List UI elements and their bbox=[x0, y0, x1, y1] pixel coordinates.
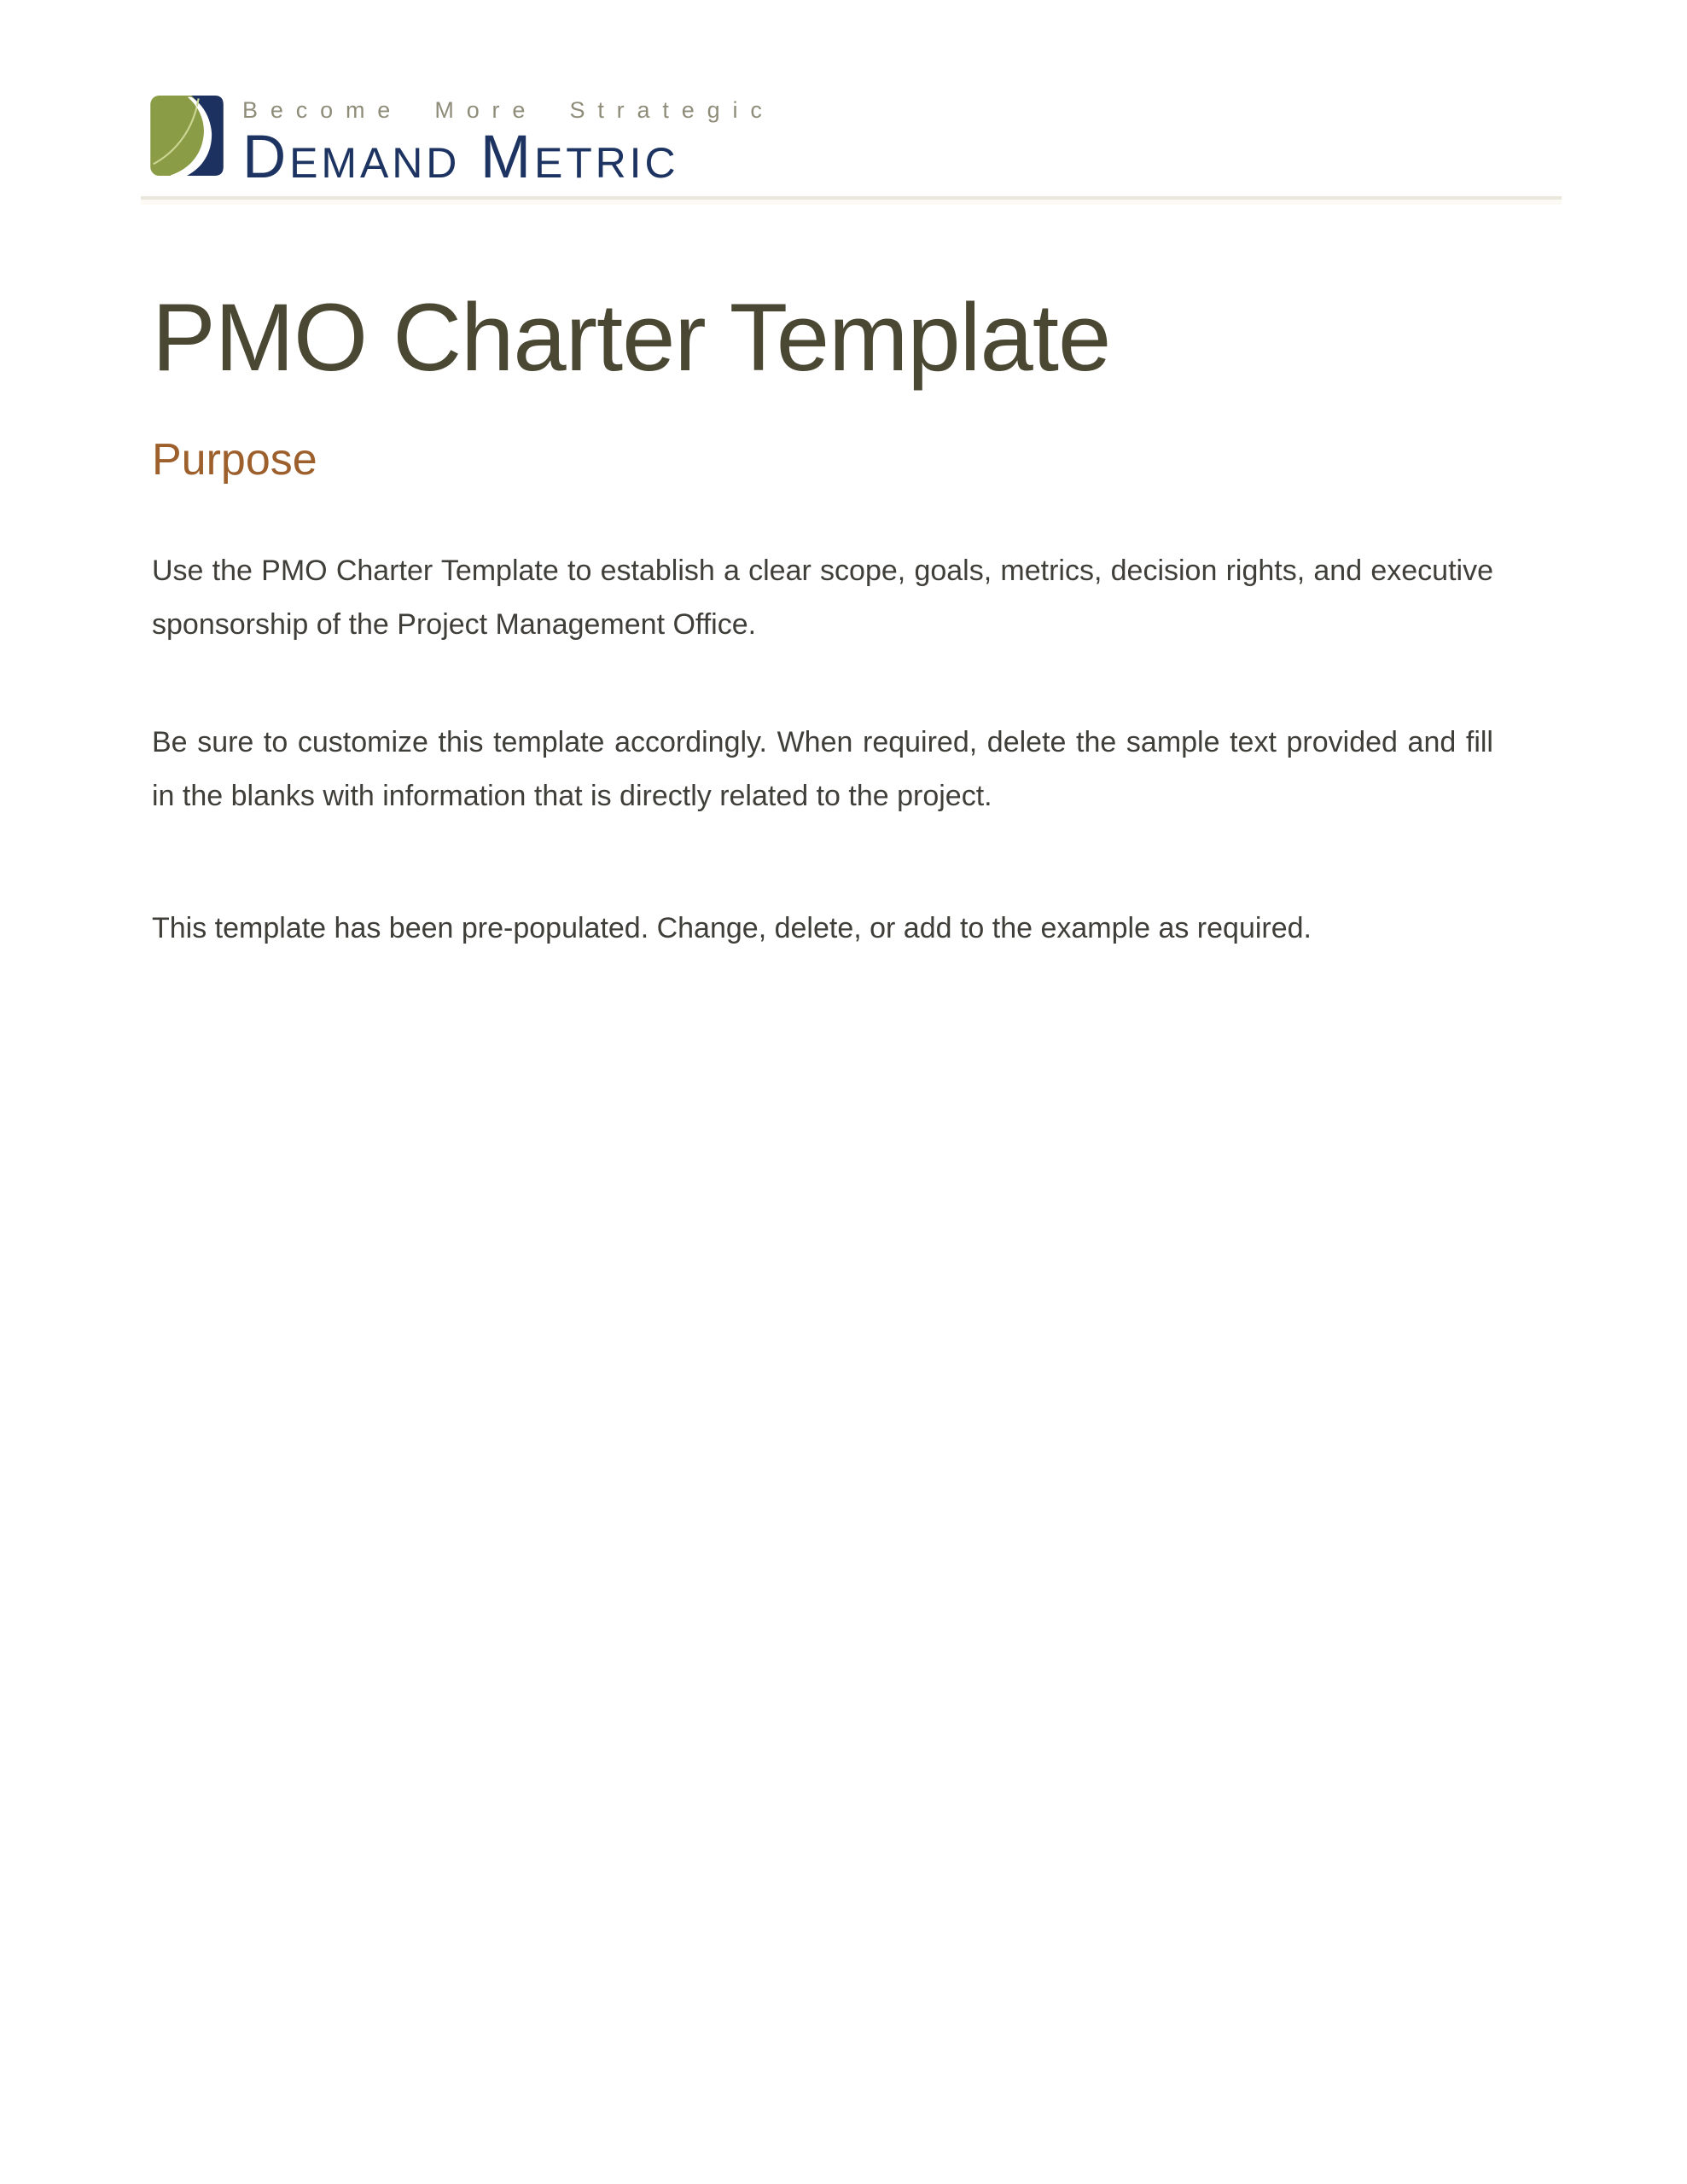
document-body bbox=[152, 544, 1493, 955]
logo-tagline: Become More Strategic bbox=[242, 97, 775, 123]
page-title: PMO Charter Template bbox=[152, 284, 1111, 391]
paragraph-prepopulated-note: This template has been pre-populated. Change, delete, or add to the example as required. bbox=[152, 911, 1312, 944]
purpose-heading: Purpose bbox=[152, 435, 317, 485]
demand-metric-logo bbox=[150, 96, 775, 191]
paragraph-purpose-intro: Use the PMO Charter Template to establish a clear scope, goals, metrics, decision rights, and executive sponsorship of the Project Management Office. bbox=[152, 555, 1493, 641]
paragraph-customize-note: Be sure to customize this template accordingly. When required, delete the sample text provided and fill in the blanks with information that is directly related to the project. bbox=[152, 725, 1493, 812]
logo-text-block bbox=[242, 96, 775, 191]
header-divider bbox=[141, 196, 1562, 205]
demand-metric-logo-icon bbox=[150, 96, 224, 176]
logo-brand-name: Demand Metric bbox=[242, 124, 679, 191]
